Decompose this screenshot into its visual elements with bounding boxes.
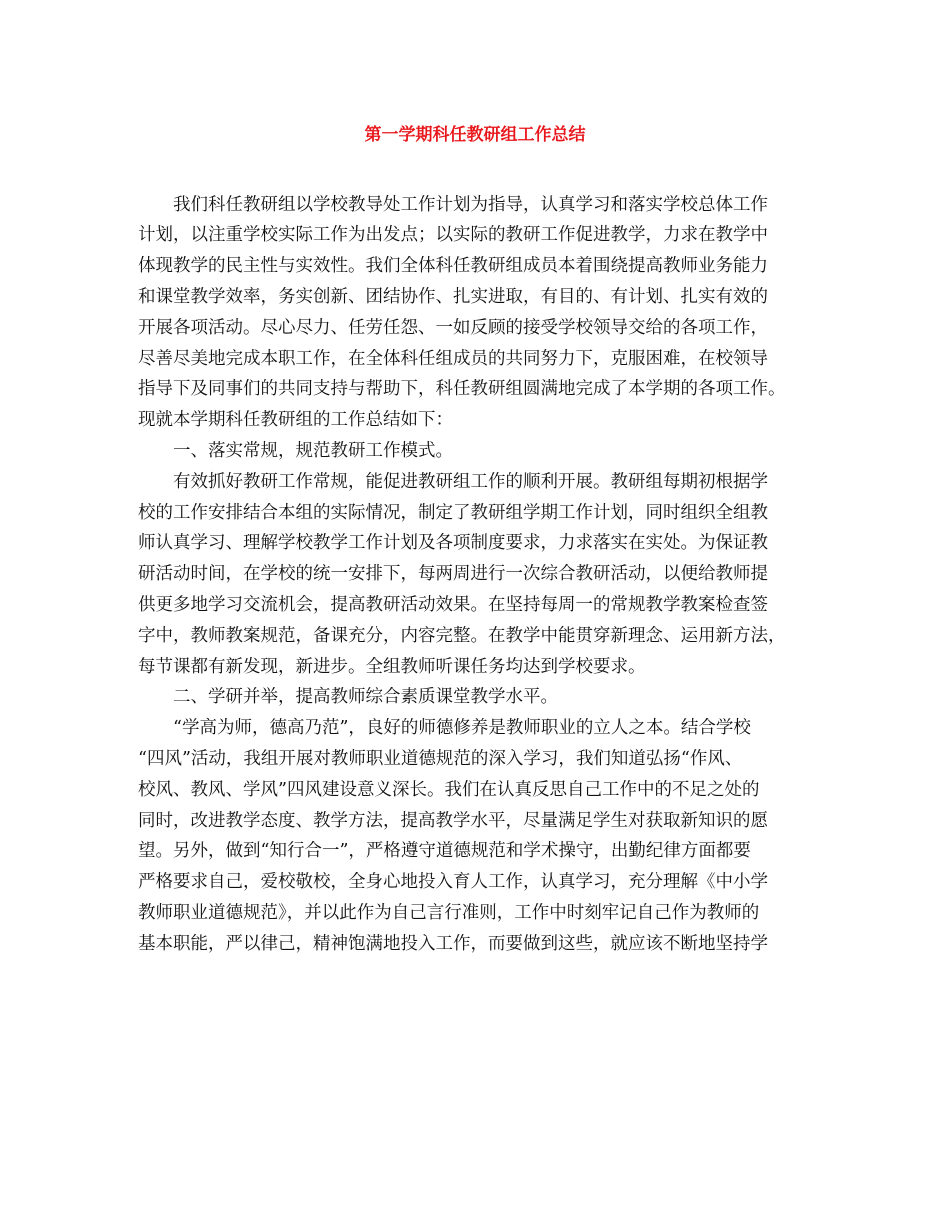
- paragraph-line: 现就本学期科任教研组的工作总结如下：: [138, 410, 453, 430]
- document-title: 第一学期科任教研组工作总结: [364, 125, 586, 145]
- paragraph-line: 基本职能，严以律己，精神饱满地投入工作，而要做到这些，就应该不断地坚持学: [138, 934, 768, 954]
- paragraph-line: 教师职业道德规范》，并以此作为自己言行准则，工作中时刻牢记自己作为教师的: [138, 903, 760, 923]
- paragraph-line: 供更多地学习交流机会，提高教研活动效果。在坚持每周一的常规教学教案检查签: [138, 595, 768, 615]
- paragraph-line: 每节课都有新发现，新进步。全组教师听课任务均达到学校要求。: [138, 657, 646, 677]
- paragraph-line: 体现教学的民主性与实效性。我们全体科任教研组成员本着围绕提高教师业务能力: [138, 256, 768, 276]
- paragraph-line: 研活动时间，在学校的统一安排下，每两周进行一次综合教研活动，以便给教师提: [138, 564, 768, 584]
- paragraph-line: 望。另外，做到“知行合一”，严格遵守道德规范和学术操守，出勤纪律方面都要: [138, 841, 751, 861]
- paragraph-line: “四风”活动，我组开展对教师职业道德规范的深入学习，我们知道弘扬“作风、: [138, 749, 743, 769]
- paragraph-line: 我们科任教研组以学校教导处工作计划为指导，认真学习和落实学校总体工作: [173, 195, 768, 215]
- paragraph-line: 校的工作安排结合本组的实际情况，制定了教研组学期工作计划，同时组织全组教: [138, 503, 768, 523]
- paragraph-line: 严格要求自己，爱校敬校，全身心地投入育人工作，认真学习，充分理解《中小学: [138, 872, 768, 892]
- paragraph-line: 校风、教风、学风”四风建设意义深长。我们在认真反思自己工作中的不足之处的: [138, 780, 760, 800]
- paragraph-line: 字中，教师教案规范，备课充分，内容完整。在教学中能贯穿新理念、运用新方法，: [138, 626, 786, 646]
- section-heading-1: 有效抓好教研工作常规，能促进教研组工作的顺利开展。教研组每期初根据学: [173, 472, 768, 492]
- section-heading-2: “学高为师，德高乃范”，良好的师德修养是教师职业的立人之本。结合学校: [173, 718, 751, 738]
- paragraph-line: 尽善尽美地完成本职工作，在全体科任组成员的共同努力下，克服困难，在校领导: [138, 349, 768, 369]
- paragraph-line: 和课堂教学效率，务实创新、团结协作、扎实进取，有目的、有计划、扎实有效的: [138, 287, 768, 307]
- paragraph-line: 一、落实常规，规范教研工作模式。: [173, 441, 453, 461]
- paragraph-line: 同时，改进教学态度、教学方法，提高教学水平，尽量满足学生对获取新知识的愿: [138, 811, 768, 831]
- paragraph-line: 指导下及同事们的共同支持与帮助下，科任教研组圆满地完成了本学期的各项工作。: [138, 379, 786, 399]
- paragraph-line: 二、学研并举，提高教师综合素质课堂教学水平。: [173, 687, 558, 707]
- paragraph-line: 开展各项活动。尽心尽力、任劳任怨、一如反顾的接受学校领导交给的各项工作，: [138, 318, 768, 338]
- paragraph-line: 计划，以注重学校实际工作为出发点；以实际的教研工作促进教学，力求在教学中: [138, 225, 768, 245]
- paragraph-line: 师认真学习、理解学校教学工作计划及各项制度要求，力求落实在实处。为保证教: [138, 533, 768, 553]
